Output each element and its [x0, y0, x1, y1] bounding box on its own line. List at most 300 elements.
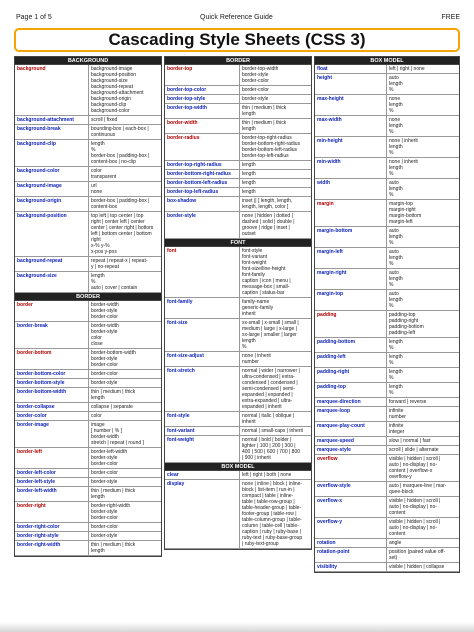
property-values [240, 367, 302, 411]
property-values [89, 349, 138, 369]
value-line: left | right | none [389, 66, 425, 72]
property-name[interactable]: border-right-style [15, 532, 89, 540]
property-values [89, 301, 121, 321]
property-row [15, 448, 161, 469]
property-row [165, 298, 311, 319]
property-values [240, 247, 293, 297]
property-name[interactable]: background-attachment [15, 116, 89, 124]
property-name[interactable]: background-size [15, 272, 89, 292]
value-line: left | bottom center | bottom [91, 231, 152, 237]
property-values [387, 422, 406, 436]
value-line: content [389, 531, 406, 537]
value-line: number [389, 414, 406, 420]
value-line: block | list-item | run-in | [242, 487, 295, 493]
property-name[interactable]: border-left [15, 448, 89, 468]
value-line: message-box | small- [242, 284, 290, 290]
property-values [387, 95, 405, 115]
value-line: % [91, 147, 96, 153]
property-values [89, 212, 155, 256]
property-name[interactable]: padding-right [315, 368, 387, 382]
property-values [89, 379, 119, 387]
page-number: Page 1 of 5 [16, 14, 52, 21]
property-name[interactable]: border-top [165, 65, 240, 85]
property-values [240, 480, 304, 548]
property-values [240, 471, 293, 479]
property-row [15, 523, 161, 532]
property-name[interactable]: marquee-speed [315, 437, 387, 445]
value-line: % [242, 344, 247, 350]
guide-label: Quick Reference Guide [200, 14, 273, 21]
value-line: close [91, 341, 103, 347]
value-line: border-width [91, 434, 119, 440]
property-row [315, 368, 459, 383]
value-line: length [242, 180, 256, 186]
value-line: % [389, 171, 394, 177]
property-name[interactable]: background-break [15, 125, 89, 139]
title-banner [14, 28, 460, 52]
value-line: border-bottom-width [91, 350, 136, 356]
value-line: thin | medium | thick [91, 542, 136, 548]
property-row [15, 469, 161, 478]
value-line: position (paired value off- [389, 549, 446, 555]
value-line: y | no-repeat [91, 264, 119, 270]
property-values [387, 269, 405, 289]
property-name[interactable]: border-style [165, 212, 240, 238]
value-line: lighter | 100 | 200 | 300 | [242, 443, 296, 449]
property-name[interactable]: background-clip [15, 140, 89, 166]
property-values [89, 272, 139, 292]
value-line: length [389, 144, 403, 150]
value-line: number [242, 359, 259, 365]
value-line: border-bottom-left-radius [242, 147, 298, 153]
property-name[interactable]: display [165, 480, 240, 548]
property-values [240, 188, 258, 196]
property-row [15, 212, 161, 257]
value-line: 400 | 500 | 600 | 700 | 800 [242, 449, 301, 455]
value-line: % [389, 150, 394, 156]
value-line: font-size/line-height [242, 266, 286, 272]
property-values [89, 523, 120, 531]
property-name[interactable]: border-left-style [15, 478, 89, 486]
value-line: footer-group | table-row | [242, 511, 297, 517]
value-line: stretch | repeat | round ] [91, 440, 144, 446]
property-name[interactable]: border-top-color [165, 86, 240, 94]
property-values [240, 197, 294, 211]
property-name[interactable]: background-image [15, 182, 89, 196]
value-line: % [389, 390, 394, 396]
property-name[interactable]: font-stretch [165, 367, 240, 411]
property-values [89, 478, 119, 486]
page-title: Cascading Style Sheets (CSS 3) [16, 30, 458, 50]
property-row [315, 227, 459, 248]
property-name[interactable]: border-width [165, 119, 240, 133]
property-name[interactable]: border-top-style [165, 95, 240, 103]
value-line: dashed | solid | double | [242, 219, 295, 225]
value-line: extra-expanded | ultra- [242, 398, 293, 404]
property-name[interactable]: border-bottom [15, 349, 89, 369]
value-line: normal | small-caps | inherit [242, 428, 303, 434]
value-line: length [389, 81, 403, 87]
property-name[interactable]: padding-left [315, 353, 387, 367]
property-row [165, 197, 311, 212]
value-line: visible | hidden | scroll | [389, 519, 441, 525]
value-line: border-style [91, 509, 118, 515]
property-values [89, 182, 104, 196]
property-name[interactable]: margin-bottom [315, 227, 387, 247]
value-line: content | overflow-x [389, 468, 433, 474]
value-line: ultra-condensed | extra- [242, 374, 295, 380]
property-row [15, 532, 161, 541]
value-line: border-left-width [91, 449, 128, 455]
property-name[interactable]: border-break [15, 322, 89, 348]
property-name[interactable]: font [165, 247, 240, 297]
property-values [89, 140, 151, 166]
value-line: length [91, 494, 105, 500]
value-line: auto [389, 291, 399, 297]
value-line: border-top-width [242, 66, 279, 72]
value-line: auto [389, 180, 399, 186]
property-name[interactable]: background-origin [15, 197, 89, 211]
value-line: generic-family [242, 305, 274, 311]
property-name[interactable]: border-top-right-radius [165, 161, 240, 169]
property-name[interactable]: font-style [165, 412, 240, 426]
free-label: FREE [441, 14, 460, 21]
property-values [387, 563, 446, 571]
property-values [387, 497, 442, 517]
property-name[interactable]: border-top-width [165, 104, 240, 118]
value-line: auto | no-display | no- [389, 525, 437, 531]
property-name[interactable]: marquee-play-count [315, 422, 387, 436]
property-values [89, 541, 137, 555]
property-name[interactable]: clear [165, 471, 240, 479]
value-line: % [389, 87, 394, 93]
value-line: margin-right [389, 207, 416, 213]
value-line: thin | medium | thick [91, 488, 136, 494]
value-line: border-color [91, 371, 118, 377]
property-name[interactable]: border-image [15, 421, 89, 447]
property-name[interactable]: float [315, 65, 387, 73]
property-name[interactable]: background-color [15, 167, 89, 181]
property-name[interactable]: padding [315, 311, 387, 337]
property-values [387, 383, 405, 397]
property-name[interactable]: border-bottom-left-radius [165, 179, 240, 187]
property-row [165, 161, 311, 170]
value-line: outset [242, 231, 256, 237]
property-row [165, 179, 311, 188]
value-line: length [91, 273, 105, 279]
value-line: top left | top center | top [91, 213, 144, 219]
value-line: border-width [91, 302, 119, 308]
property-row [315, 353, 459, 368]
value-line: border-top-right-radius [242, 135, 292, 141]
property-name[interactable]: background-position [15, 212, 89, 256]
property-values [387, 179, 405, 199]
property-name[interactable]: overflow [315, 455, 387, 481]
property-name[interactable]: marquee-style [315, 446, 387, 454]
property-name[interactable]: min-height [315, 137, 387, 157]
value-line: xx-small | x-small | small | [242, 320, 299, 326]
property-values [387, 290, 405, 310]
value-line: overflow-y [389, 474, 412, 480]
value-line: auto | no-display | no- [389, 504, 437, 510]
value-line: set) [389, 555, 398, 561]
property-row [15, 272, 161, 293]
property-values [89, 412, 104, 420]
property-values [387, 200, 423, 226]
value-line: length [91, 141, 105, 147]
property-values [387, 548, 447, 562]
value-line: % [91, 279, 96, 285]
value-line: inset || [ length, length, [242, 198, 293, 204]
value-line: length [389, 297, 403, 303]
property-values [240, 179, 258, 187]
property-row [15, 125, 161, 140]
property-row [15, 322, 161, 349]
property-name[interactable]: border-right-color [15, 523, 89, 531]
property-row [315, 407, 459, 422]
value-line: groove | ridge | inset | [242, 225, 290, 231]
property-name[interactable]: border-left-color [15, 469, 89, 477]
property-row [15, 182, 161, 197]
property-name[interactable]: min-width [315, 158, 387, 178]
property-row [315, 398, 459, 407]
property-name[interactable]: font-size-adjust [165, 352, 240, 366]
property-values [387, 539, 403, 547]
value-line: % [389, 375, 394, 381]
property-values [240, 95, 270, 103]
property-values [387, 137, 420, 157]
property-name[interactable]: padding-bottom [315, 338, 387, 352]
property-name[interactable]: border-top-left-radius [165, 188, 240, 196]
property-name[interactable]: border-bottom-color [15, 370, 89, 378]
value-line: length [389, 354, 403, 360]
value-line: font-weight [242, 260, 267, 266]
value-line: border-style [91, 329, 118, 335]
value-line: content-box [91, 204, 118, 210]
property-name[interactable]: width [315, 179, 387, 199]
property-row [315, 497, 459, 518]
property-name[interactable]: border-radius [165, 134, 240, 160]
property-row [315, 422, 459, 437]
property-values [387, 482, 448, 496]
property-values [387, 116, 405, 136]
value-line: length [389, 276, 403, 282]
value-line: length [242, 189, 256, 195]
value-line: semi-condensed | semi- [242, 386, 295, 392]
value-line: column | table-cell | table- [242, 523, 299, 529]
value-line: border-style [91, 479, 118, 485]
property-values [240, 170, 258, 178]
property-values [89, 197, 151, 211]
value-line: length [389, 369, 403, 375]
property-values [240, 298, 275, 318]
property-name[interactable]: max-height [315, 95, 387, 115]
property-name[interactable]: padding-top [315, 383, 387, 397]
property-name[interactable]: font-family [165, 298, 240, 318]
value-line: length [389, 102, 403, 108]
property-values [387, 158, 420, 178]
value-line: background-position [91, 72, 137, 78]
value-line: background-image [91, 66, 133, 72]
property-row [165, 104, 311, 119]
value-line: background-origin [91, 96, 132, 102]
value-line: font-family [242, 272, 266, 278]
value-line: % [389, 108, 394, 114]
value-line: forward | reverse [389, 399, 427, 405]
property-values [89, 469, 120, 477]
value-line: image [91, 422, 105, 428]
property-row [15, 140, 161, 167]
property-values [240, 134, 302, 160]
property-row [15, 478, 161, 487]
value-line: % [389, 240, 394, 246]
property-name[interactable]: overflow-y [315, 518, 387, 538]
property-row [165, 212, 311, 239]
property-values [387, 227, 405, 247]
value-line: left | right | both | none [242, 472, 292, 478]
property-name[interactable]: overflow-x [315, 497, 387, 517]
value-line: thin | medium | thick [91, 389, 136, 395]
property-name[interactable]: box-shadow [165, 197, 240, 211]
value-line: x-pos y-pos [91, 249, 117, 255]
property-values [387, 338, 405, 352]
property-name[interactable]: max-width [315, 116, 387, 136]
property-values [387, 353, 405, 367]
property-name[interactable]: border-bottom-width [15, 388, 89, 402]
value-line: border-box | padding-box | [91, 153, 150, 159]
property-name[interactable]: margin [315, 200, 387, 226]
property-values [240, 319, 301, 351]
property-row [15, 257, 161, 272]
value-line: % [389, 303, 394, 309]
property-row [15, 349, 161, 370]
value-line: continuous [91, 132, 116, 138]
property-values [89, 65, 146, 115]
property-values [240, 161, 258, 169]
property-row [315, 539, 459, 548]
property-name[interactable]: border [15, 301, 89, 321]
value-line: auto [389, 228, 399, 234]
property-name[interactable]: rotation-point [315, 548, 387, 562]
property-name[interactable]: background-repeat [15, 257, 89, 271]
value-line: border-width [91, 323, 119, 329]
property-row [15, 379, 161, 388]
property-name[interactable]: rotation [315, 539, 387, 547]
value-line: border-style [242, 96, 269, 102]
property-row [15, 502, 161, 523]
value-line: border-color [91, 515, 118, 521]
value-line: margin-left [389, 219, 413, 225]
property-name[interactable]: margin-top [315, 290, 387, 310]
property-row [165, 86, 311, 95]
value-line: thin | medium | thick [242, 105, 287, 111]
value-line: background-repeat [91, 84, 133, 90]
property-row [15, 116, 161, 125]
property-row [15, 412, 161, 421]
property-name[interactable]: marquee-loop [315, 407, 387, 421]
property-values [387, 368, 405, 382]
property-name[interactable]: border-bottom-right-radius [165, 170, 240, 178]
property-row [315, 116, 459, 137]
property-name[interactable]: border-color [15, 412, 89, 420]
value-line: quee-block [389, 489, 414, 495]
value-line: inherit [242, 311, 256, 317]
value-line: border-bottom-right-radius [242, 141, 301, 147]
property-row [15, 65, 161, 116]
property-row [315, 179, 459, 200]
property-values [240, 86, 271, 94]
property-row [165, 95, 311, 104]
property-row [165, 471, 311, 480]
property-name[interactable]: border-right [15, 502, 89, 522]
property-values [387, 248, 405, 268]
value-line: background-color [91, 108, 130, 114]
property-name[interactable]: font-weight [165, 436, 240, 462]
property-name[interactable]: visibility [315, 563, 387, 571]
property-values [89, 502, 132, 522]
property-values [89, 403, 135, 411]
value-line: auto | marquee-line | mar- [389, 483, 447, 489]
value-line: [ number | % ] [91, 428, 123, 434]
property-name[interactable]: border-right-width [15, 541, 89, 555]
value-line: border-top-left-radius [242, 153, 289, 159]
value-line: table-header-group | table- [242, 505, 302, 511]
property-row [315, 548, 459, 563]
value-line: font-style [242, 248, 263, 254]
property-values [240, 119, 288, 133]
property-name[interactable]: border-collapse [15, 403, 89, 411]
property-row [315, 95, 459, 116]
value-line: medium | large | x-large | [242, 326, 298, 332]
value-line: border-color [91, 524, 118, 530]
property-row [165, 352, 311, 367]
value-line: background-attachment [91, 90, 144, 96]
value-line: center | center right | bottom [91, 225, 154, 231]
value-line: inherit [242, 419, 256, 425]
value-line: % [389, 345, 394, 351]
property-values [89, 370, 120, 378]
property-row [315, 65, 459, 74]
value-line: % [389, 129, 394, 135]
property-name[interactable]: overflow-style [315, 482, 387, 496]
property-name[interactable]: height [315, 74, 387, 94]
property-name[interactable]: marquee-direction [315, 398, 387, 406]
property-name[interactable]: margin-right [315, 269, 387, 289]
value-line: length [389, 186, 403, 192]
property-name[interactable]: margin-left [315, 248, 387, 268]
value-line: normal | wider | narrower | [242, 368, 300, 374]
property-name[interactable]: background [15, 65, 89, 115]
value-line: auto | cover | contain [91, 285, 138, 291]
value-line: length [242, 126, 256, 132]
value-line: border-color [242, 78, 269, 84]
property-values [387, 455, 442, 481]
property-name[interactable]: font-size [165, 319, 240, 351]
property-row [315, 482, 459, 497]
property-values [89, 448, 129, 468]
value-line: visible | hidden | scroll | [389, 456, 441, 462]
value-line: border-style [91, 533, 118, 539]
value-line: auto [389, 75, 399, 81]
property-name[interactable]: border-left-width [15, 487, 89, 501]
value-line: margin-bottom [389, 213, 422, 219]
property-name[interactable]: font-variant [165, 427, 240, 435]
value-line: background-size [91, 78, 128, 84]
value-line: integer [389, 429, 405, 435]
footer-band [0, 622, 474, 632]
value-line: | 900 | inherit [242, 455, 271, 461]
property-name[interactable]: border-bottom-style [15, 379, 89, 387]
